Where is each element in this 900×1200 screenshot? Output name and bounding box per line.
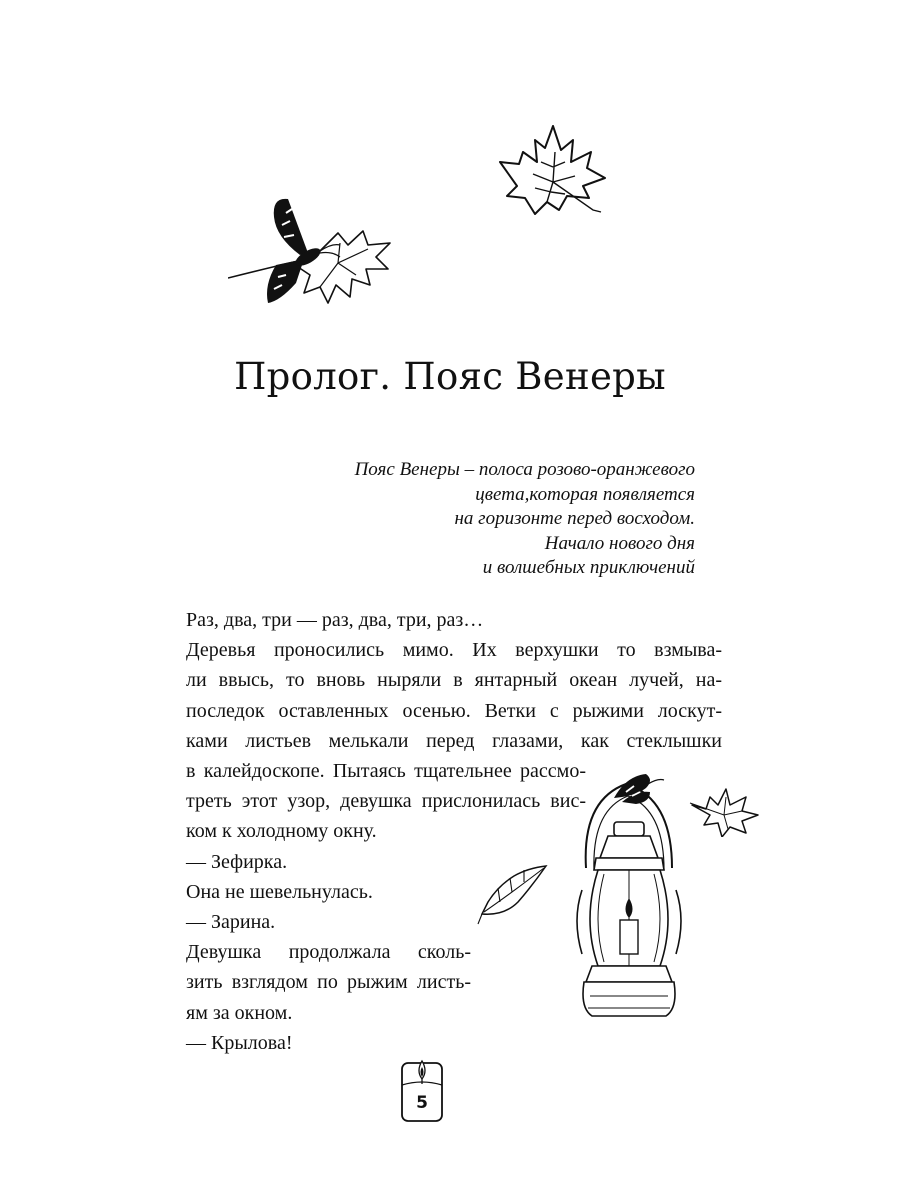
text-line: в калейдоскопе. Пытаясь тщательнее рассмо- xyxy=(186,760,586,783)
epigraph xyxy=(355,458,695,581)
page-number: 5 xyxy=(416,1093,428,1113)
maple-leaf-icon xyxy=(495,122,610,222)
epigraph-line: Пояс Венеры – полоса розово-оранжевого xyxy=(354,459,695,480)
text-line: — Зарина. xyxy=(186,911,276,934)
text-line: ли ввысь, то вновь ныряли в янтарный океан лучей, на- xyxy=(186,669,722,692)
page-marker xyxy=(400,1057,444,1123)
text-line: ком к холодному окну. xyxy=(186,820,377,843)
epigraph-line: Начало нового дня xyxy=(544,532,695,554)
epigraph-line: и волшебных приключений xyxy=(482,557,695,578)
text-line: зить взглядом по рыжим листь- xyxy=(186,971,471,994)
body-text xyxy=(186,605,722,1058)
epigraph-line: цвета,которая появляется xyxy=(475,483,695,505)
text-line: последок оставленных осенью. Ветки с рыжими лоскут- xyxy=(186,699,722,722)
text-line: треть этот узор, девушка прислонилась вис- xyxy=(186,790,586,813)
moth-on-leaf-icon xyxy=(228,193,398,318)
text-line: Она не шевельнулась. xyxy=(186,880,373,903)
text-line: ками листьев мелькали перед глазами, как стеклышки xyxy=(186,729,722,752)
epigraph-line: на горизонте перед восходом. xyxy=(454,508,695,529)
text-line: — Крылова! xyxy=(186,1031,293,1054)
text-line: Девушка продолжала сколь- xyxy=(186,941,471,964)
text-line: Раз, два, три — раз, два, три, раз… xyxy=(186,609,484,631)
text-line: — Зефирка. xyxy=(186,850,288,873)
text-line: ям за окном. xyxy=(186,1001,293,1024)
text-line: Деревья проносились мимо. Их верхушки то взмыва- xyxy=(186,639,722,662)
candle-jar-icon xyxy=(400,1057,444,1123)
chapter-title: Пролог. Пояс Венеры xyxy=(234,355,666,398)
